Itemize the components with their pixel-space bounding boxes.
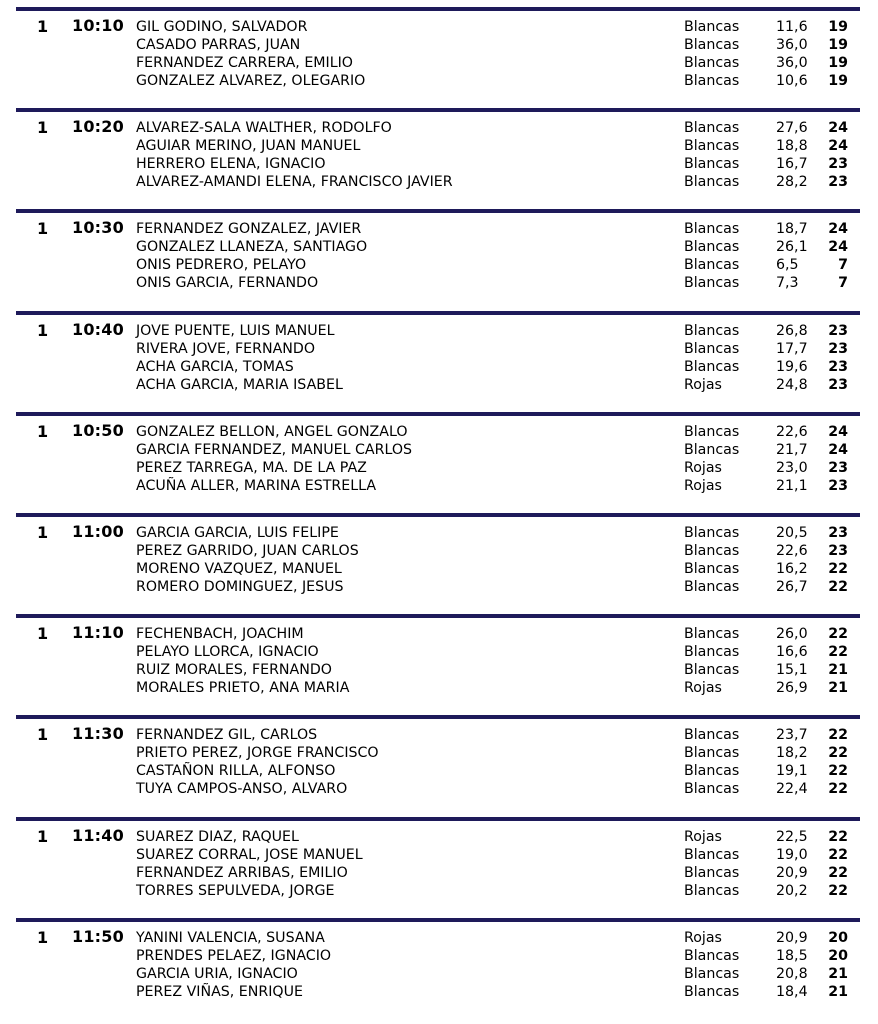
player-name: TORRES SEPULVEDA, JORGE	[136, 883, 335, 899]
player-name: FERNANDEZ GIL, CARLOS	[136, 727, 318, 743]
handicap: 7,3	[776, 275, 799, 291]
tee-color: Blancas	[684, 120, 740, 136]
points: 23	[828, 543, 848, 559]
handicap: 20,9	[776, 865, 808, 881]
handicap: 23,7	[776, 727, 808, 743]
points: 24	[828, 239, 848, 255]
round-number: 1	[37, 321, 49, 340]
player-row	[16, 173, 860, 191]
tee-color: Blancas	[684, 442, 740, 458]
handicap: 16,2	[776, 561, 808, 577]
tee-color: Rojas	[684, 829, 722, 845]
player-row	[16, 54, 860, 72]
handicap: 20,2	[776, 883, 808, 899]
tee-time: 11:10	[72, 623, 124, 642]
tee-time-group	[16, 209, 860, 303]
tee-time: 10:30	[72, 218, 124, 237]
tee-color: Blancas	[684, 424, 740, 440]
handicap: 19,6	[776, 359, 808, 375]
handicap: 36,0	[776, 37, 808, 53]
player-row	[16, 643, 860, 661]
player-name: SUAREZ DIAZ, RAQUEL	[136, 829, 299, 845]
player-row	[16, 947, 860, 965]
points: 23	[828, 525, 848, 541]
tee-time: 11:50	[72, 927, 124, 946]
player-name: ONIS PEDRERO, PELAYO	[136, 257, 307, 273]
handicap: 6,5	[776, 257, 799, 273]
points: 22	[828, 727, 848, 743]
handicap: 27,6	[776, 120, 808, 136]
handicap: 26,8	[776, 323, 808, 339]
tee-color: Blancas	[684, 781, 740, 797]
player-row	[16, 864, 860, 882]
tee-color: Blancas	[684, 525, 740, 541]
player-name: MORENO VAZQUEZ, MANUEL	[136, 561, 342, 577]
player-row	[16, 625, 860, 643]
handicap: 20,5	[776, 525, 808, 541]
tee-color: Blancas	[684, 323, 740, 339]
points: 19	[828, 19, 848, 35]
points: 23	[828, 359, 848, 375]
handicap: 18,4	[776, 984, 808, 1000]
tee-time-group	[16, 7, 860, 101]
player-name: CASTAÑON RILLA, ALFONSO	[136, 763, 336, 779]
player-name: GIL GODINO, SALVADOR	[136, 19, 308, 35]
player-name: GONZALEZ ALVAREZ, OLEGARIO	[136, 73, 366, 89]
tee-color: Blancas	[684, 275, 740, 291]
player-name: RUIZ MORALES, FERNANDO	[136, 662, 332, 678]
player-name: ACHA GARCIA, MARIA ISABEL	[136, 377, 343, 393]
tee-time: 10:40	[72, 320, 124, 339]
tee-color: Rojas	[684, 680, 722, 696]
tee-color: Blancas	[684, 579, 740, 595]
player-row	[16, 459, 860, 477]
player-name: YANINI VALENCIA, SUSANA	[136, 930, 325, 946]
tee-color: Blancas	[684, 55, 740, 71]
points: 20	[828, 930, 848, 946]
player-name: FERNANDEZ ARRIBAS, EMILIO	[136, 865, 348, 881]
tee-time-group	[16, 715, 860, 809]
player-row	[16, 560, 860, 578]
points: 23	[828, 174, 848, 190]
points: 24	[828, 442, 848, 458]
tee-color: Blancas	[684, 984, 740, 1000]
player-name: SUAREZ CORRAL, JOSE MANUEL	[136, 847, 363, 863]
player-row	[16, 155, 860, 173]
player-row	[16, 965, 860, 983]
points: 7	[838, 257, 848, 273]
points: 23	[828, 341, 848, 357]
tee-time: 11:00	[72, 522, 124, 541]
tee-time-group	[16, 817, 860, 911]
player-row	[16, 423, 860, 441]
handicap: 22,6	[776, 424, 808, 440]
tee-color: Blancas	[684, 19, 740, 35]
handicap: 16,7	[776, 156, 808, 172]
player-name: AGUIAR MERINO, JUAN MANUEL	[136, 138, 361, 154]
handicap: 26,9	[776, 680, 808, 696]
player-row	[16, 882, 860, 900]
tee-color: Rojas	[684, 478, 722, 494]
handicap: 26,7	[776, 579, 808, 595]
player-row	[16, 18, 860, 36]
handicap: 21,1	[776, 478, 808, 494]
tee-time: 10:50	[72, 421, 124, 440]
tee-color: Blancas	[684, 626, 740, 642]
handicap: 20,8	[776, 966, 808, 982]
points: 22	[828, 847, 848, 863]
player-name: FECHENBACH, JOACHIM	[136, 626, 304, 642]
player-name: GARCIA URIA, IGNACIO	[136, 966, 298, 982]
points: 22	[828, 626, 848, 642]
player-name: ALVAREZ-SALA WALTHER, RODOLFO	[136, 120, 392, 136]
round-number: 1	[37, 422, 49, 441]
player-name: ONIS GARCIA, FERNANDO	[136, 275, 319, 291]
player-row	[16, 828, 860, 846]
player-row	[16, 119, 860, 137]
round-number: 1	[37, 725, 49, 744]
handicap: 19,0	[776, 847, 808, 863]
handicap: 19,1	[776, 763, 808, 779]
handicap: 36,0	[776, 55, 808, 71]
handicap: 18,8	[776, 138, 808, 154]
handicap: 11,6	[776, 19, 808, 35]
tee-color: Rojas	[684, 377, 722, 393]
tee-time: 11:40	[72, 826, 124, 845]
player-name: FERNANDEZ GONZALEZ, JAVIER	[136, 221, 362, 237]
points: 21	[828, 680, 848, 696]
player-name: ACUÑA ALLER, MARINA ESTRELLA	[136, 478, 377, 494]
round-number: 1	[37, 624, 49, 643]
player-name: HERRERO ELENA, IGNACIO	[136, 156, 326, 172]
round-number: 1	[37, 118, 49, 137]
handicap: 28,2	[776, 174, 808, 190]
player-name: CASADO PARRAS, JUAN	[136, 37, 301, 53]
tee-color: Blancas	[684, 37, 740, 53]
round-number: 1	[37, 219, 49, 238]
player-name: GONZALEZ BELLON, ANGEL GONZALO	[136, 424, 408, 440]
handicap: 22,6	[776, 543, 808, 559]
player-row	[16, 322, 860, 340]
tee-time-group	[16, 513, 860, 607]
points: 22	[828, 644, 848, 660]
points: 22	[828, 745, 848, 761]
player-row	[16, 274, 860, 292]
points: 21	[828, 966, 848, 982]
player-row	[16, 726, 860, 744]
player-row	[16, 744, 860, 762]
tee-color: Blancas	[684, 865, 740, 881]
points: 19	[828, 73, 848, 89]
player-row	[16, 929, 860, 947]
points: 21	[828, 662, 848, 678]
points: 22	[828, 561, 848, 577]
tee-color: Blancas	[684, 948, 740, 964]
handicap: 22,4	[776, 781, 808, 797]
player-row	[16, 358, 860, 376]
tee-color: Blancas	[684, 543, 740, 559]
tee-color: Blancas	[684, 847, 740, 863]
tee-color: Rojas	[684, 930, 722, 946]
player-row	[16, 256, 860, 274]
handicap: 18,5	[776, 948, 808, 964]
tee-time-group	[16, 614, 860, 708]
handicap: 15,1	[776, 662, 808, 678]
player-name: JOVE PUENTE, LUIS MANUEL	[136, 323, 335, 339]
player-row	[16, 679, 860, 697]
tee-time-group	[16, 311, 860, 405]
player-row	[16, 220, 860, 238]
player-row	[16, 542, 860, 560]
points: 21	[828, 984, 848, 1000]
round-number: 1	[37, 827, 49, 846]
player-row	[16, 578, 860, 596]
points: 23	[828, 377, 848, 393]
tee-time: 10:20	[72, 117, 124, 136]
tee-time: 11:30	[72, 724, 124, 743]
tee-color: Blancas	[684, 221, 740, 237]
points: 22	[828, 781, 848, 797]
tee-color: Blancas	[684, 138, 740, 154]
player-name: RIVERA JOVE, FERNANDO	[136, 341, 316, 357]
handicap: 17,7	[776, 341, 808, 357]
player-row	[16, 340, 860, 358]
player-row	[16, 780, 860, 798]
tee-color: Blancas	[684, 883, 740, 899]
points: 24	[828, 424, 848, 440]
player-name: ALVAREZ-AMANDI ELENA, FRANCISCO JAVIER	[136, 174, 453, 190]
player-name: PELAYO LLORCA, IGNACIO	[136, 644, 319, 660]
player-name: FERNANDEZ CARRERA, EMILIO	[136, 55, 353, 71]
tee-color: Blancas	[684, 763, 740, 779]
player-row	[16, 36, 860, 54]
player-name: ROMERO DOMINGUEZ, JESUS	[136, 579, 344, 595]
player-row	[16, 238, 860, 256]
handicap: 24,8	[776, 377, 808, 393]
handicap: 22,5	[776, 829, 808, 845]
handicap: 26,1	[776, 239, 808, 255]
player-name: PEREZ GARRIDO, JUAN CARLOS	[136, 543, 359, 559]
tee-color: Blancas	[684, 341, 740, 357]
player-name: PEREZ TARREGA, MA. DE LA PAZ	[136, 460, 367, 476]
player-row	[16, 376, 860, 394]
player-name: PRENDES PELAEZ, IGNACIO	[136, 948, 332, 964]
player-row	[16, 762, 860, 780]
round-number: 1	[37, 17, 49, 36]
player-name: GONZALEZ LLANEZA, SANTIAGO	[136, 239, 368, 255]
points: 24	[828, 221, 848, 237]
player-row	[16, 983, 860, 1001]
tee-color: Blancas	[684, 561, 740, 577]
points: 19	[828, 55, 848, 71]
handicap: 21,7	[776, 442, 808, 458]
player-name: TUYA CAMPOS-ANSO, ALVARO	[136, 781, 348, 797]
player-name: PEREZ VIÑAS, ENRIQUE	[136, 984, 303, 1000]
player-row	[16, 661, 860, 679]
handicap: 18,2	[776, 745, 808, 761]
points: 19	[828, 37, 848, 53]
tee-color: Blancas	[684, 257, 740, 273]
player-name: PRIETO PEREZ, JORGE FRANCISCO	[136, 745, 379, 761]
player-name: ACHA GARCIA, TOMAS	[136, 359, 294, 375]
handicap: 20,9	[776, 930, 808, 946]
player-row	[16, 477, 860, 495]
player-name: GARCIA GARCIA, LUIS FELIPE	[136, 525, 339, 541]
tee-time-group	[16, 108, 860, 202]
tee-color: Blancas	[684, 73, 740, 89]
tee-color: Blancas	[684, 966, 740, 982]
player-row	[16, 72, 860, 90]
handicap: 26,0	[776, 626, 808, 642]
player-name: GARCIA FERNANDEZ, MANUEL CARLOS	[136, 442, 413, 458]
tee-color: Blancas	[684, 156, 740, 172]
tee-color: Rojas	[684, 460, 722, 476]
points: 7	[838, 275, 848, 291]
player-row	[16, 524, 860, 542]
tee-color: Blancas	[684, 359, 740, 375]
points: 22	[828, 763, 848, 779]
points: 22	[828, 883, 848, 899]
points: 23	[828, 156, 848, 172]
tee-color: Blancas	[684, 745, 740, 761]
player-row	[16, 846, 860, 864]
points: 22	[828, 865, 848, 881]
tee-time-group	[16, 918, 860, 1012]
tee-time: 10:10	[72, 16, 124, 35]
tee-color: Blancas	[684, 662, 740, 678]
handicap: 18,7	[776, 221, 808, 237]
points: 20	[828, 948, 848, 964]
points: 23	[828, 460, 848, 476]
points: 24	[828, 138, 848, 154]
round-number: 1	[37, 523, 49, 542]
round-number: 1	[37, 928, 49, 947]
handicap: 23,0	[776, 460, 808, 476]
handicap: 10,6	[776, 73, 808, 89]
handicap: 16,6	[776, 644, 808, 660]
points: 23	[828, 323, 848, 339]
points: 23	[828, 478, 848, 494]
tee-color: Blancas	[684, 239, 740, 255]
player-row	[16, 441, 860, 459]
tee-color: Blancas	[684, 644, 740, 660]
points: 24	[828, 120, 848, 136]
tee-time-group	[16, 412, 860, 506]
player-name: MORALES PRIETO, ANA MARIA	[136, 680, 350, 696]
points: 22	[828, 579, 848, 595]
tee-color: Blancas	[684, 727, 740, 743]
player-row	[16, 137, 860, 155]
tee-color: Blancas	[684, 174, 740, 190]
points: 22	[828, 829, 848, 845]
